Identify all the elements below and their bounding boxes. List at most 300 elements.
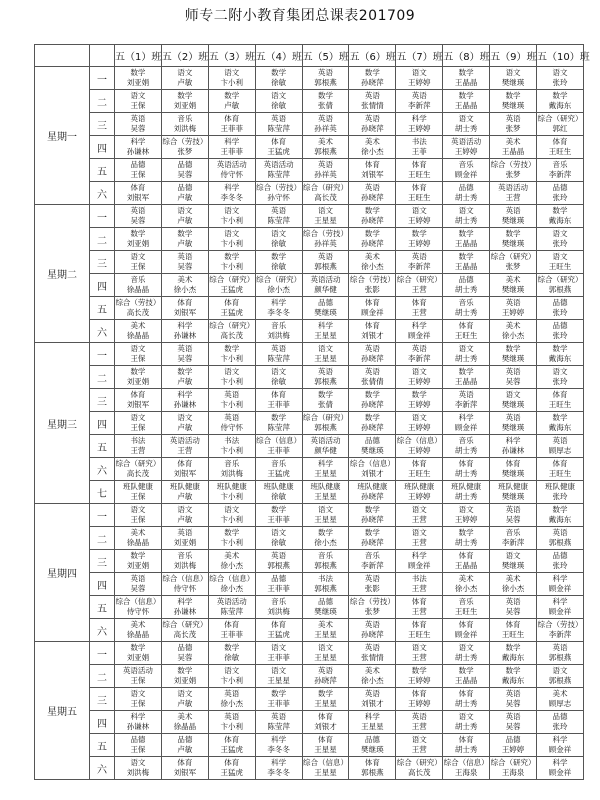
subject-text: 英语 [364, 689, 380, 698]
subject-text: 数学 [552, 206, 568, 215]
schedule-cell [255, 665, 302, 688]
subject-text: 体育 [271, 390, 287, 399]
teacher-text: 刘亚娟 [126, 377, 150, 386]
teacher-text: 侍守怀 [220, 423, 243, 432]
subject-text: 品德 [552, 551, 568, 560]
teacher-text: 郭根燕 [314, 584, 337, 593]
teacher-text: 胡士秀 [454, 538, 478, 547]
schedule-cell [161, 665, 208, 688]
subject-text: 班队健康 [451, 482, 482, 491]
schedule-cell [161, 504, 208, 527]
day-label: 星期四 [35, 504, 90, 642]
subject-text: 英语 [364, 344, 380, 353]
schedule-cell [161, 251, 208, 274]
subject-text: 英语 [177, 344, 193, 353]
subject-text: 综合（研究） [209, 321, 255, 330]
subject-text: 综合（研究） [115, 459, 161, 468]
subject-text: 综合（劳技） [349, 275, 395, 284]
subject-text: 英语 [505, 689, 521, 698]
schedule-cell [349, 734, 396, 757]
subject-text: 语文 [318, 344, 333, 353]
schedule-cell [490, 90, 537, 113]
teacher-text: 徐小杰 [501, 584, 525, 593]
subject-text: 语文 [411, 206, 427, 215]
teacher-text: 孙晓萍 [361, 538, 384, 547]
subject-text: 体育 [411, 689, 427, 698]
period-label: 六 [90, 458, 115, 481]
teacher-text: 王营 [411, 584, 427, 593]
schedule-cell [115, 550, 162, 573]
schedule-cell [255, 366, 302, 389]
schedule-cell [490, 113, 537, 136]
schedule-cell [302, 412, 349, 435]
subject-text: 语文 [458, 712, 474, 721]
teacher-text: 王星星 [314, 515, 337, 524]
schedule-cell [302, 665, 349, 688]
subject-text: 英语 [271, 206, 287, 215]
schedule-cell [115, 458, 162, 481]
teacher-text: 胡士秀 [454, 308, 478, 317]
teacher-text: 陈莹萍 [267, 722, 290, 731]
schedule-cell [115, 412, 162, 435]
subject-text: 综合（信息） [396, 436, 442, 445]
teacher-text: 樊继瑛 [501, 239, 525, 248]
schedule-cell [161, 435, 208, 458]
schedule-cell [115, 113, 162, 136]
schedule-cell [349, 182, 396, 205]
schedule-cell [115, 159, 162, 182]
teacher-text: 王保 [130, 699, 146, 708]
subject-text: 英语 [224, 413, 240, 422]
subject-text: 体育 [318, 735, 333, 744]
teacher-text: 张玲 [552, 308, 568, 317]
schedule-cell [302, 228, 349, 251]
subject-text: 英语活动 [263, 160, 294, 169]
subject-text: 体育 [505, 620, 521, 629]
teacher-text: 王猛虎 [267, 469, 290, 478]
schedule-cell [302, 481, 349, 504]
teacher-text: 王猛虎 [267, 147, 290, 156]
page-title: 师专二附小教育集团总课表201709 [184, 8, 416, 24]
subject-text: 数学 [364, 528, 380, 537]
teacher-text: 樊继瑛 [501, 78, 525, 87]
schedule-cell [490, 274, 537, 297]
teacher-text: 徐小杰 [361, 676, 384, 685]
schedule-cell [161, 67, 208, 90]
schedule-cell [115, 596, 162, 619]
day-label: 星期三 [35, 343, 90, 504]
teacher-text: 戴海东 [548, 515, 572, 524]
schedule-cell [537, 182, 584, 205]
schedule-cell [490, 550, 537, 573]
schedule-cell [208, 527, 255, 550]
subject-text: 体育 [318, 712, 333, 721]
subject-text: 语文 [552, 367, 568, 376]
subject-text: 英语 [364, 91, 380, 100]
schedule-cell [255, 274, 302, 297]
schedule-cell [255, 136, 302, 159]
period-label: 二 [90, 665, 115, 688]
subject-text: 语文 [224, 206, 240, 215]
table-row [35, 458, 584, 481]
teacher-text: 王婷婷 [408, 676, 431, 685]
teacher-text: 徐敏 [271, 492, 287, 501]
teacher-text: 王婷婷 [408, 423, 431, 432]
subject-text: 品德 [552, 183, 568, 192]
subject-text: 科学 [130, 137, 146, 146]
teacher-text: 王营 [177, 446, 193, 455]
teacher-text: 顾金祥 [548, 745, 572, 754]
subject-text: 体育 [364, 758, 380, 767]
teacher-text: 孙晓萍 [361, 239, 384, 248]
subject-text: 品德 [177, 160, 193, 169]
subject-text: 美术 [130, 528, 146, 537]
schedule-cell [443, 619, 490, 642]
schedule-cell [302, 251, 349, 274]
period-label: 五 [90, 596, 115, 619]
schedule-cell [302, 343, 349, 366]
teacher-text: 孙祥英 [314, 239, 337, 248]
teacher-text: 刘银军 [173, 768, 197, 777]
schedule-cell [537, 320, 584, 343]
teacher-text: 徐小杰 [361, 262, 384, 271]
teacher-text: 徐晶晶 [126, 630, 150, 639]
period-label: 六 [90, 182, 115, 205]
schedule-cell [208, 481, 255, 504]
schedule-cell [490, 228, 537, 251]
teacher-text: 王猛虎 [220, 308, 243, 317]
subject-text: 体育 [224, 758, 240, 767]
subject-text: 书法 [224, 436, 240, 445]
schedule-cell [443, 205, 490, 228]
subject-text: 书法 [318, 574, 333, 583]
teacher-text: 王婷婷 [408, 699, 431, 708]
schedule-cell [490, 527, 537, 550]
subject-text: 英语 [364, 114, 380, 123]
teacher-text: 侍守怀 [173, 584, 197, 593]
schedule-cell [443, 228, 490, 251]
schedule-cell [443, 343, 490, 366]
table-row [35, 320, 584, 343]
subject-text: 美术 [505, 574, 521, 583]
schedule-cell [208, 297, 255, 320]
schedule-cell [537, 136, 584, 159]
schedule-cell [255, 458, 302, 481]
teacher-text: 王营 [411, 607, 427, 616]
schedule-cell [161, 343, 208, 366]
schedule-cell [115, 688, 162, 711]
teacher-text: 王保 [130, 745, 146, 754]
teacher-text: 卢敏 [177, 78, 193, 87]
teacher-text: 王保 [130, 676, 146, 685]
teacher-text: 孙守怀 [267, 193, 290, 202]
table-row [35, 688, 584, 711]
subject-text: 音乐 [458, 298, 474, 307]
subject-text: 数学 [552, 505, 568, 514]
subject-text: 语文 [224, 68, 240, 77]
table-row [35, 665, 584, 688]
subject-text: 美术 [505, 137, 521, 146]
day-label: 星期二 [35, 205, 90, 343]
teacher-text: 李冬冬 [267, 308, 290, 317]
schedule-cell [490, 366, 537, 389]
class-column-header: 五（1）班 [115, 45, 162, 67]
teacher-text: 高长茂 [314, 193, 337, 202]
teacher-text: 刘洪梅 [267, 607, 290, 616]
subject-text: 数学 [224, 643, 240, 652]
teacher-text: 高长茂 [126, 469, 150, 478]
schedule-cell [161, 320, 208, 343]
schedule-cell [161, 412, 208, 435]
teacher-text: 王晶晶 [454, 262, 478, 271]
teacher-text: 卢敏 [177, 377, 193, 386]
subject-text: 语文 [271, 528, 287, 537]
subject-text: 书法 [411, 574, 427, 583]
subject-text: 综合（信息） [303, 758, 348, 767]
schedule-cell [537, 274, 584, 297]
schedule-cell [255, 734, 302, 757]
period-label: 六 [90, 619, 115, 642]
table-row [35, 297, 584, 320]
schedule-cell [537, 113, 584, 136]
teacher-text: 吴蓉 [177, 170, 193, 179]
schedule-cell [396, 435, 443, 458]
teacher-text: 王婷婷 [454, 147, 478, 156]
teacher-text: 吴蓉 [177, 262, 193, 271]
teacher-text: 卞小利 [220, 676, 243, 685]
schedule-cell [349, 274, 396, 297]
teacher-text: 樊继瑛 [361, 745, 384, 754]
subject-text: 体育 [411, 183, 427, 192]
subject-text: 品德 [318, 298, 333, 307]
schedule-cell [490, 412, 537, 435]
subject-text: 数学 [271, 252, 287, 261]
subject-text: 语文 [458, 643, 474, 652]
corner-cell-period [90, 45, 115, 67]
teacher-text: 王猛虎 [220, 285, 243, 294]
teacher-text: 徐敏 [271, 78, 287, 87]
schedule-cell [490, 205, 537, 228]
teacher-text: 张梦 [505, 262, 521, 271]
period-label: 四 [90, 412, 115, 435]
table-row [35, 596, 584, 619]
schedule-cell [255, 90, 302, 113]
subject-text: 语文 [177, 689, 193, 698]
schedule-cell [490, 343, 537, 366]
teacher-text: 王保 [130, 170, 146, 179]
subject-text: 体育 [411, 597, 427, 606]
schedule-cell [490, 251, 537, 274]
teacher-text: 樊继瑛 [501, 101, 525, 110]
teacher-text: 李冬冬 [267, 768, 290, 777]
subject-text: 美术 [458, 574, 474, 583]
subject-text: 综合（信息） [443, 758, 489, 767]
teacher-text: 徐敏 [271, 101, 287, 110]
schedule-cell [443, 757, 490, 780]
teacher-text: 张梦 [505, 170, 521, 179]
schedule-cell [115, 619, 162, 642]
subject-text: 英语活动 [169, 436, 200, 445]
period-label: 二 [90, 228, 115, 251]
subject-text: 数学 [505, 91, 521, 100]
schedule-cell [490, 389, 537, 412]
teacher-text: 王婷婷 [501, 745, 525, 754]
period-label: 三 [90, 688, 115, 711]
subject-text: 英语 [411, 344, 427, 353]
subject-text: 音乐 [364, 551, 380, 560]
teacher-text: 王营 [411, 308, 427, 317]
teacher-text: 王旺生 [548, 469, 572, 478]
schedule-cell [537, 481, 584, 504]
schedule-cell [302, 113, 349, 136]
subject-text: 综合（研究） [537, 275, 583, 284]
subject-text: 语文 [271, 367, 287, 376]
teacher-text: 王营 [130, 446, 146, 455]
subject-text: 英语 [130, 114, 146, 123]
subject-text: 英语 [458, 390, 474, 399]
schedule-cell [161, 159, 208, 182]
schedule-cell [208, 159, 255, 182]
teacher-text: 孙祥英 [314, 170, 337, 179]
teacher-text: 郭根燕 [548, 653, 572, 662]
teacher-text: 张影 [364, 285, 380, 294]
teacher-text: 顾金祥 [454, 170, 478, 179]
schedule-cell [208, 642, 255, 665]
subject-text: 语文 [505, 68, 521, 77]
subject-text: 英语活动 [122, 666, 153, 675]
teacher-text: 顾厚志 [548, 446, 572, 455]
subject-text: 语文 [271, 229, 287, 238]
subject-text: 英语活动 [310, 275, 341, 284]
teacher-text: 王旺生 [501, 630, 525, 639]
subject-text: 体育 [177, 758, 193, 767]
teacher-text: 李冬冬 [220, 193, 243, 202]
period-label: 二 [90, 527, 115, 550]
class-column-header: 五（2）班 [161, 45, 208, 67]
timetable [34, 44, 590, 780]
teacher-text: 王旺生 [548, 400, 572, 409]
schedule-cell [537, 688, 584, 711]
teacher-text: 樊继瑛 [501, 423, 525, 432]
subject-text: 音乐 [505, 528, 521, 537]
subject-text: 语文 [177, 68, 193, 77]
schedule-cell [255, 297, 302, 320]
day-label: 星期一 [35, 67, 90, 205]
schedule-cell [302, 205, 349, 228]
teacher-text: 吴蓉 [130, 584, 146, 593]
period-label: 四 [90, 274, 115, 297]
schedule-cell [255, 205, 302, 228]
teacher-text: 张梦 [364, 607, 380, 616]
schedule-cell [537, 596, 584, 619]
subject-text: 科学 [177, 597, 193, 606]
teacher-text: 张影 [364, 584, 380, 593]
teacher-text: 高长茂 [173, 630, 197, 639]
subject-text: 音乐 [224, 459, 240, 468]
teacher-text: 刘银才 [361, 331, 384, 340]
schedule-cell [396, 113, 443, 136]
subject-text: 英语 [505, 114, 521, 123]
subject-text: 体育 [411, 298, 427, 307]
corner-cell-day [35, 45, 90, 67]
schedule-cell [490, 734, 537, 757]
teacher-text: 卢敏 [177, 515, 193, 524]
schedule-cell [255, 182, 302, 205]
schedule-cell [302, 182, 349, 205]
teacher-text: 王婷婷 [408, 400, 431, 409]
schedule-cell [490, 320, 537, 343]
schedule-cell [115, 642, 162, 665]
subject-text: 语文 [130, 413, 146, 422]
subject-text: 语文 [177, 505, 193, 514]
schedule-cell [302, 366, 349, 389]
subject-text: 英语 [411, 91, 427, 100]
teacher-text: 王星星 [314, 354, 337, 363]
schedule-cell [255, 481, 302, 504]
subject-text: 音乐 [458, 436, 474, 445]
subject-text: 科学 [411, 321, 427, 330]
schedule-cell [349, 550, 396, 573]
schedule-cell [115, 573, 162, 596]
schedule-cell [161, 619, 208, 642]
schedule-cell [302, 757, 349, 780]
subject-text: 数学 [505, 344, 521, 353]
schedule-cell [396, 596, 443, 619]
subject-text: 品德 [552, 712, 568, 721]
teacher-text: 卞小利 [220, 354, 243, 363]
schedule-cell [443, 504, 490, 527]
schedule-cell [443, 389, 490, 412]
teacher-text: 孙谦林 [126, 147, 150, 156]
subject-text: 语文 [458, 505, 474, 514]
subject-text: 英语 [177, 528, 193, 537]
schedule-cell [349, 688, 396, 711]
teacher-text: 郭根燕 [548, 285, 572, 294]
subject-text: 英语 [364, 620, 380, 629]
teacher-text: 张玲 [552, 78, 568, 87]
subject-text: 数学 [411, 390, 427, 399]
teacher-text: 王星星 [267, 676, 290, 685]
teacher-text: 刘洪梅 [173, 124, 197, 133]
subject-text: 数学 [130, 229, 146, 238]
subject-text: 科学 [458, 413, 474, 422]
table-row [35, 90, 584, 113]
subject-text: 音乐 [458, 597, 474, 606]
schedule-cell [349, 366, 396, 389]
subject-text: 数学 [224, 91, 240, 100]
period-label: 四 [90, 573, 115, 596]
teacher-text: 卞小利 [220, 400, 243, 409]
schedule-cell [396, 688, 443, 711]
teacher-text: 王星星 [314, 699, 337, 708]
subject-text: 数学 [364, 206, 380, 215]
schedule-cell [537, 734, 584, 757]
teacher-text: 王婷婷 [408, 216, 431, 225]
teacher-text: 颜华健 [314, 285, 337, 294]
teacher-text: 卞小利 [220, 722, 243, 731]
class-column-header: 五（6）班 [349, 45, 396, 67]
schedule-cell [396, 274, 443, 297]
schedule-cell [537, 550, 584, 573]
teacher-text: 王晶晶 [501, 147, 525, 156]
teacher-text: 胡士秀 [454, 699, 478, 708]
subject-text: 体育 [130, 183, 146, 192]
teacher-text: 王菲菲 [267, 400, 290, 409]
teacher-text: 张玲 [552, 377, 568, 386]
schedule-cell [396, 711, 443, 734]
subject-text: 音乐 [271, 597, 287, 606]
subject-text: 品德 [552, 321, 568, 330]
